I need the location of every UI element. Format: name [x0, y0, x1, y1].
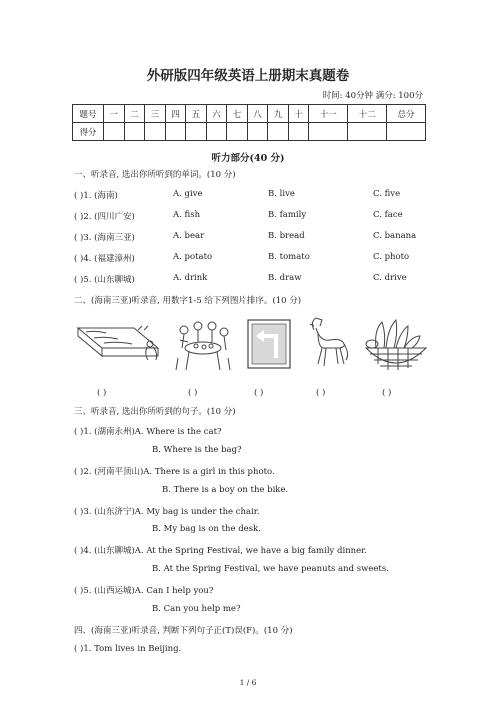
- sec3-q2-option-a[interactable]: ( )2. (河南平顶山)A. There is a girl in this photo.: [74, 467, 275, 477]
- score-cell: 三: [145, 105, 166, 123]
- score-cell: 七: [227, 105, 248, 123]
- time-info: 时间: 40分钟 满分: 100分: [322, 91, 423, 101]
- picture-answer-2[interactable]: ( ): [188, 388, 198, 398]
- score-input-cell[interactable]: [288, 123, 309, 141]
- score-input-cell[interactable]: [165, 123, 186, 141]
- section4-heading: 四、(海南三亚)听录音, 判断下列句子正(T)误(F)。(10 分): [74, 626, 293, 636]
- sec1-question-5: [74, 273, 434, 285]
- option-a[interactable]: A. give: [173, 189, 203, 199]
- score-table: [72, 104, 426, 141]
- score-cell: 十二: [348, 105, 387, 123]
- sec3-q5-option-b[interactable]: B. Can you help me?: [152, 604, 241, 614]
- sec3-q4-option-b[interactable]: B. At the Spring Festival, we have peanuts and sweets.: [152, 564, 389, 574]
- question-number: ( )4. (福建漳州): [74, 254, 135, 264]
- score-input-cell[interactable]: [309, 123, 348, 141]
- sec1-question-3: [74, 231, 434, 243]
- sec3-q2-option-b[interactable]: B. There is a boy on the bike.: [162, 485, 289, 495]
- question-number: ( )1. (海南): [74, 191, 118, 201]
- sec3-q3-option-a[interactable]: ( )3. (山东济宁)A. My bag is under the chair.: [74, 507, 260, 517]
- swimming-pool-picture: [74, 318, 166, 370]
- option-c[interactable]: C. drive: [373, 273, 407, 283]
- score-cell: 题号: [73, 105, 104, 123]
- page-number: 1 / 6: [239, 678, 257, 687]
- option-a[interactable]: A. potato: [173, 252, 213, 262]
- listening-title: 听力部分(40 分): [211, 153, 285, 164]
- score-table-header-row: [73, 105, 426, 123]
- score-input-cell[interactable]: [227, 123, 248, 141]
- option-c[interactable]: C. banana: [373, 231, 417, 241]
- option-a[interactable]: A. fish: [173, 210, 201, 220]
- option-b[interactable]: B. tomato: [268, 252, 310, 262]
- option-b[interactable]: B. family: [268, 210, 307, 220]
- option-b[interactable]: B. bread: [268, 231, 305, 241]
- sec1-question-1: [74, 189, 434, 201]
- option-c[interactable]: C. face: [373, 210, 403, 220]
- sec3-q5-option-a[interactable]: ( )5. (山西运城)A. Can I help you?: [74, 586, 214, 596]
- score-cell: 一: [104, 105, 125, 123]
- score-cell: 十: [288, 105, 309, 123]
- score-cell: 六: [206, 105, 227, 123]
- picture-answer-5[interactable]: ( ): [382, 388, 392, 398]
- family-dinner-picture: [172, 314, 234, 374]
- option-c[interactable]: C. five: [373, 189, 401, 199]
- score-input-cell[interactable]: [104, 123, 125, 141]
- section1-heading: 一、听录音, 选出你所听到的单词。(10 分): [74, 170, 236, 180]
- score-input-cell[interactable]: [145, 123, 166, 141]
- score-cell: 四: [165, 105, 186, 123]
- score-input-cell[interactable]: [186, 123, 207, 141]
- score-cell: 总分: [387, 105, 426, 123]
- page-title: 外研版四年级英语上册期末真题卷: [146, 68, 350, 84]
- question-number: ( )2. (四川广安): [74, 212, 135, 222]
- sec3-q1-option-b[interactable]: B. Where is the bag?: [152, 445, 242, 455]
- picture-answer-4[interactable]: ( ): [316, 388, 326, 398]
- sec3-q3-option-b[interactable]: B. My bag is on the desk.: [152, 524, 261, 534]
- option-b[interactable]: B. live: [268, 189, 295, 199]
- sec4-statement-1[interactable]: ( )1. Tom lives in Beijing.: [74, 644, 182, 654]
- option-b[interactable]: B. draw: [268, 273, 302, 283]
- option-a[interactable]: A. bear: [173, 231, 205, 241]
- vegetable-basket-picture: [360, 314, 432, 374]
- score-input-cell[interactable]: [387, 123, 426, 141]
- section3-heading: 三、听录音, 选出你所听到的句子。(10 分): [74, 407, 236, 417]
- question-number: ( )5. (山东聊城): [74, 275, 135, 285]
- score-input-cell[interactable]: [124, 123, 145, 141]
- horse-picture: [300, 314, 350, 372]
- picture-answer-1[interactable]: ( ): [97, 388, 107, 398]
- sec1-question-2: [74, 210, 434, 222]
- section2-heading: 二、(海南三亚)听录音, 用数字1-5 给下列图片排序。(10 分): [74, 296, 302, 306]
- picture-answer-3[interactable]: ( ): [254, 388, 264, 398]
- score-cell: 九: [268, 105, 289, 123]
- score-row-label: 得分: [73, 123, 104, 141]
- score-cell: 五: [186, 105, 207, 123]
- score-input-cell[interactable]: [206, 123, 227, 141]
- sec3-q1-option-a[interactable]: ( )1. (湖南永州)A. Where is the cat?: [74, 427, 222, 437]
- score-cell: 十一: [309, 105, 348, 123]
- option-c[interactable]: C. photo: [373, 252, 410, 262]
- score-cell: 二: [124, 105, 145, 123]
- score-input-cell[interactable]: [247, 123, 268, 141]
- option-a[interactable]: A. drink: [173, 273, 208, 283]
- question-number: ( )3. (海南三亚): [74, 233, 135, 243]
- score-input-cell[interactable]: [268, 123, 289, 141]
- sec1-question-4: [74, 252, 434, 264]
- score-table-score-row: [73, 123, 426, 141]
- score-input-cell[interactable]: [348, 123, 387, 141]
- turn-left-sign-picture: [246, 318, 292, 370]
- score-cell: 八: [247, 105, 268, 123]
- sec3-q4-option-a[interactable]: ( )4. (山东聊城)A. At the Spring Festival, we have a big family dinner.: [74, 546, 368, 556]
